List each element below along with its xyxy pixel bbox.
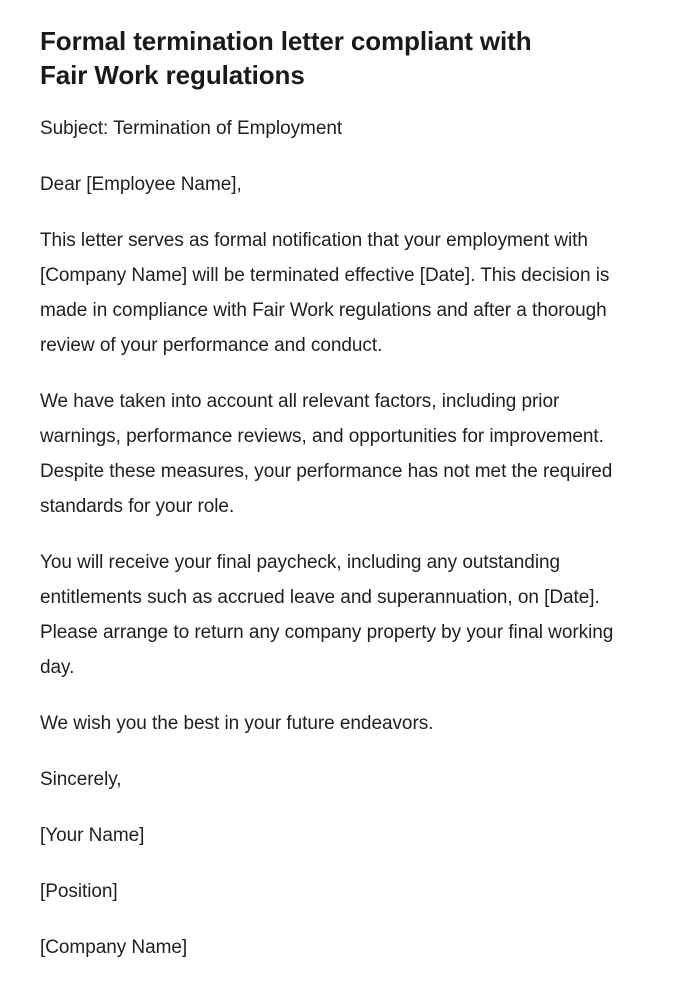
- letter-body-paragraph-3: You will receive your final paycheck, including any outstanding entitlements such as accrued leave and superannuation, on [Date]. Please arrange to return any company property by your final working day.: [40, 552, 614, 678]
- letter-sign-off: Sincerely,: [40, 769, 122, 790]
- signature-position-placeholder: [Position]: [40, 881, 118, 902]
- letter-closing-wish: We wish you the best in your future endeavors.: [40, 713, 434, 734]
- signature-name-placeholder: [Your Name]: [40, 825, 145, 846]
- letter-body-paragraph-2: We have taken into account all relevant factors, including prior warnings, performance reviews, and opportunities for improvement. Despite these measures, your performance has not met the required standards for your role.: [40, 391, 613, 517]
- letter-subject-line: Subject: Termination of Employment: [40, 118, 343, 139]
- letter-salutation: Dear [Employee Name],: [40, 174, 242, 195]
- page-title: Formal termination letter compliant with Fair Work regulations: [40, 26, 532, 90]
- letter-body-paragraph-1: This letter serves as formal notification that your employment with [Company Name] will be terminated effective [Date]. This decision is made in compliance with Fair Work regulations and after a thorough review of your performance and conduct.: [40, 230, 610, 356]
- signature-company-placeholder: [Company Name]: [40, 937, 188, 958]
